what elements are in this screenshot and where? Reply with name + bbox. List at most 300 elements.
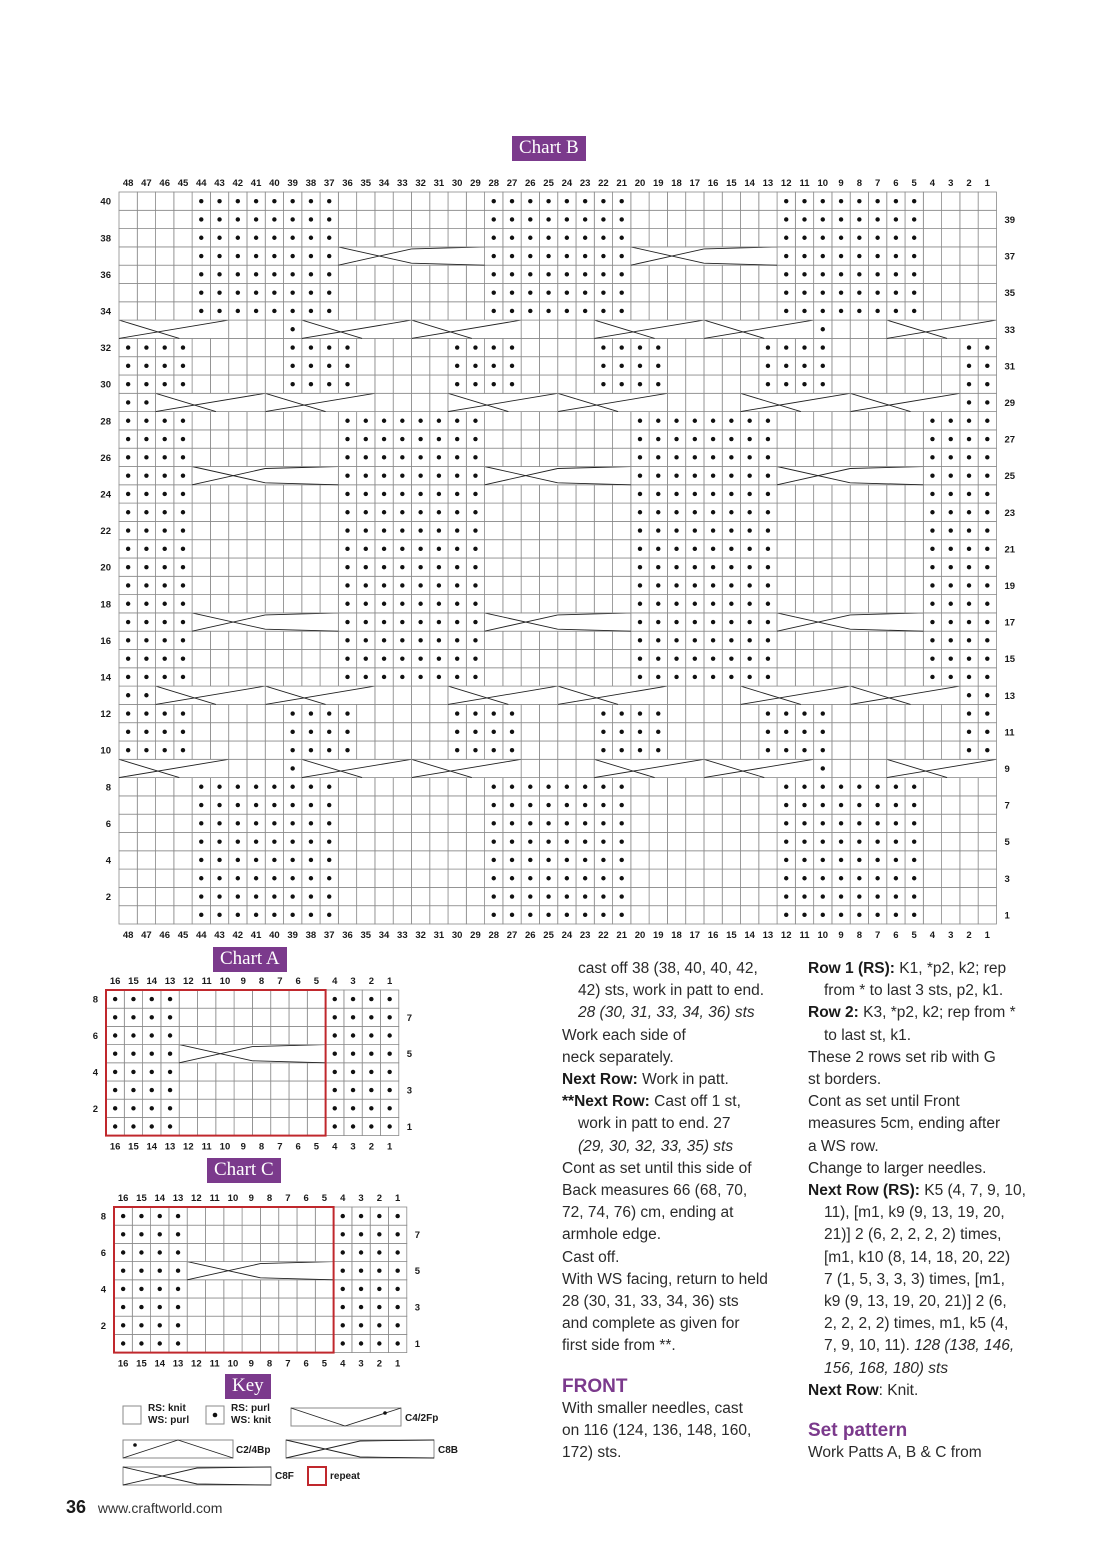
stitch-cell: [307, 1117, 325, 1135]
purl-dot: [369, 1106, 373, 1110]
purl-dot: [131, 1124, 135, 1128]
stitch-cell: [960, 869, 978, 887]
purl-dot: [747, 528, 751, 532]
stitch-cell: [905, 485, 923, 503]
stitch-cell: [539, 430, 557, 448]
purl-dot: [802, 272, 806, 276]
stitch-cell: [242, 1207, 260, 1225]
stitch-cell: [942, 338, 960, 356]
purl-dot: [364, 602, 368, 606]
stitch-cell: [814, 448, 832, 466]
stitch-cell: [320, 650, 338, 668]
purl-dot: [437, 656, 441, 660]
purl-dot: [492, 309, 496, 313]
purl-dot: [912, 894, 916, 898]
stitch-cell: [613, 485, 631, 503]
purl-dot: [766, 492, 770, 496]
stitch-cell: [850, 558, 868, 576]
purl-dot: [656, 730, 660, 734]
row-number: 5: [414, 1266, 421, 1278]
stitch-cell: [224, 1298, 242, 1316]
stitch-cell: [466, 906, 484, 924]
purl-dot: [418, 455, 422, 459]
stitch-cell: [179, 1008, 197, 1026]
stitch-cell: [284, 595, 302, 613]
stitch-cell: [832, 448, 850, 466]
stitch-cell: [247, 540, 265, 558]
purl-dot: [254, 821, 258, 825]
stitch-cell: [868, 723, 886, 741]
stitch-cell: [521, 430, 539, 448]
stitch-cell: [923, 796, 941, 814]
stitch-cell: [216, 1026, 234, 1044]
row-number: 37: [1004, 251, 1016, 263]
purl-dot: [236, 803, 240, 807]
purl-dot: [327, 730, 331, 734]
stitch-number: 47: [141, 178, 152, 189]
purl-dot: [601, 382, 605, 386]
stitch-cell: [795, 412, 813, 430]
stitch-cell: [297, 1298, 315, 1316]
stitch-cell: [279, 1207, 297, 1225]
stitch-number: 33: [397, 178, 408, 189]
purl-dot: [875, 272, 879, 276]
purl-dot: [656, 473, 660, 477]
purl-dot: [546, 290, 550, 294]
purl-dot: [400, 437, 404, 441]
purl-dot: [290, 766, 294, 770]
stitch-cell: [503, 485, 521, 503]
stitch-cell: [252, 1008, 270, 1026]
purl-dot: [144, 528, 148, 532]
stitch-cell: [759, 210, 777, 228]
stitch-cell: [686, 741, 704, 759]
purl-dot: [747, 547, 751, 551]
stitch-cell: [357, 192, 375, 210]
purl-dot: [839, 894, 843, 898]
purl-dot: [150, 1088, 154, 1092]
stitch-cell: [302, 448, 320, 466]
line-text: Cont as set until this side of: [562, 1159, 752, 1177]
stitch-cell: [174, 229, 192, 247]
stitch-cell: [210, 521, 228, 539]
line-text: 28 (30, 31, 33, 34, 36) sts: [578, 1004, 755, 1022]
purl-dot: [199, 894, 203, 898]
stitch-cell: [271, 1063, 289, 1081]
purl-dot: [620, 839, 624, 843]
stitch-cell: [832, 338, 850, 356]
purl-dot: [693, 419, 697, 423]
stitch-cell: [923, 851, 941, 869]
stitch-cell: [247, 668, 265, 686]
stitch-cell: [192, 704, 210, 722]
stitch-cell: [260, 1225, 278, 1243]
stitch-cell: [279, 1334, 297, 1352]
stitch-cell: [960, 778, 978, 796]
stitch-cell: [887, 631, 905, 649]
purl-dot: [131, 1106, 135, 1110]
stitch-cell: [430, 814, 448, 832]
row-number: 21: [1004, 544, 1016, 556]
stitch-cell: [179, 1117, 197, 1135]
stitch-cell: [777, 485, 795, 503]
purl-dot: [839, 785, 843, 789]
stitch-cell: [210, 668, 228, 686]
purl-dot: [437, 455, 441, 459]
purl-dot: [139, 1250, 143, 1254]
purl-dot: [693, 656, 697, 660]
stitch-cell: [229, 485, 247, 503]
stitch-cell: [832, 668, 850, 686]
stitch-cell: [686, 778, 704, 796]
stitch-cell: [832, 430, 850, 448]
purl-dot: [236, 309, 240, 313]
purl-dot: [113, 997, 117, 1001]
purl-dot: [985, 675, 989, 679]
purl-dot: [674, 528, 678, 532]
purl-dot: [985, 455, 989, 459]
stitch-number: 1: [395, 1193, 401, 1204]
purl-dot: [546, 839, 550, 843]
line-text: 7 (1, 5, 3, 3, 3) times, [m1,: [824, 1270, 1005, 1288]
stitch-cell: [722, 375, 740, 393]
purl-dot: [601, 821, 605, 825]
purl-dot: [181, 675, 185, 679]
stitch-cell: [704, 833, 722, 851]
stitch-cell: [411, 723, 429, 741]
stitch-cell: [234, 1099, 252, 1117]
stitch-cell: [206, 1298, 224, 1316]
stitch-cell: [942, 284, 960, 302]
cable-cell: [187, 1262, 333, 1280]
purl-dot: [601, 254, 605, 258]
stitch-cell: [411, 338, 429, 356]
stitch-cell: [156, 192, 174, 210]
stitch-cell: [741, 704, 759, 722]
purl-dot: [139, 1232, 143, 1236]
purl-dot: [351, 1088, 355, 1092]
stitch-cell: [795, 430, 813, 448]
stitch-cell: [229, 338, 247, 356]
key-c8b-label: C8B: [438, 1445, 459, 1456]
purl-dot: [121, 1232, 125, 1236]
purl-dot: [894, 803, 898, 807]
stitch-number: 32: [415, 930, 426, 941]
row-number: 10: [100, 745, 111, 757]
stitch-cell: [631, 906, 649, 924]
purl-dot: [638, 437, 642, 441]
purl-dot: [217, 254, 221, 258]
stitch-cell: [594, 521, 612, 539]
purl-dot: [437, 602, 441, 606]
purl-dot: [528, 839, 532, 843]
text-line: [562, 1180, 782, 1202]
text-line: [808, 1180, 1048, 1202]
purl-dot: [656, 492, 660, 496]
stitch-cell: [576, 631, 594, 649]
purl-dot: [784, 290, 788, 294]
purl-dot: [565, 858, 569, 862]
stitch-cell: [284, 668, 302, 686]
purl-dot: [327, 894, 331, 898]
stitch-cell: [192, 741, 210, 759]
purl-dot: [473, 364, 477, 368]
stitch-cell: [119, 814, 137, 832]
stitch-number: 8: [258, 976, 265, 987]
stitch-cell: [229, 704, 247, 722]
purl-dot: [327, 309, 331, 313]
purl-dot: [272, 821, 276, 825]
stitch-cell: [198, 1063, 216, 1081]
key-c42fp-symbol: [291, 1408, 401, 1426]
purl-dot: [382, 528, 386, 532]
stitch-cell: [539, 631, 557, 649]
purl-dot: [341, 1214, 345, 1218]
purl-dot: [176, 1323, 180, 1327]
purl-dot: [693, 510, 697, 514]
stitch-cell: [242, 1280, 260, 1298]
purl-dot: [839, 839, 843, 843]
purl-dot: [729, 656, 733, 660]
line-text: Cast off.: [562, 1248, 620, 1266]
stitch-cell: [393, 778, 411, 796]
text-line: [808, 1025, 1048, 1047]
stitch-cell: [631, 833, 649, 851]
purl-dot: [510, 711, 514, 715]
purl-dot: [656, 364, 660, 368]
purl-dot: [985, 638, 989, 642]
line-text: K3, *p2, k2; rep from *: [858, 1004, 1016, 1022]
purl-dot: [894, 858, 898, 862]
purl-dot: [163, 602, 167, 606]
stitch-cell: [224, 1225, 242, 1243]
stitch-cell: [375, 796, 393, 814]
stitch-cell: [832, 320, 850, 338]
purl-dot: [163, 675, 167, 679]
stitch-cell: [942, 778, 960, 796]
stitch-cell: [539, 704, 557, 722]
purl-dot: [985, 345, 989, 349]
purl-dot: [583, 254, 587, 258]
purl-dot: [437, 675, 441, 679]
stitch-cell: [174, 265, 192, 283]
stitch-cell: [558, 357, 576, 375]
stitch-cell: [722, 741, 740, 759]
stitch-cell: [229, 741, 247, 759]
stitch-cell: [229, 412, 247, 430]
stitch-number: 34: [378, 930, 390, 941]
purl-dot: [894, 272, 898, 276]
stitch-cell: [832, 650, 850, 668]
purl-dot: [528, 821, 532, 825]
purl-dot: [857, 199, 861, 203]
stitch-cell: [905, 558, 923, 576]
purl-dot: [565, 821, 569, 825]
stitch-cell: [375, 887, 393, 905]
purl-dot: [217, 236, 221, 240]
stitch-cell: [777, 650, 795, 668]
stitch-cell: [271, 1008, 289, 1026]
stitch-number: 11: [209, 1193, 220, 1204]
stitch-cell: [722, 393, 740, 411]
stitch-number: 29: [470, 930, 481, 941]
stitch-cell: [539, 595, 557, 613]
purl-dot: [351, 1052, 355, 1056]
purl-dot: [345, 437, 349, 441]
stitch-cell: [576, 759, 594, 777]
stitch-number: 13: [172, 1193, 184, 1204]
purl-dot: [181, 492, 185, 496]
purl-dot: [176, 1341, 180, 1345]
stitch-cell: [393, 210, 411, 228]
purl-dot: [309, 290, 313, 294]
purl-dot: [766, 638, 770, 642]
stitch-cell: [667, 796, 685, 814]
purl-dot: [656, 656, 660, 660]
row-number: 14: [100, 672, 111, 684]
text-line: [562, 1313, 782, 1335]
stitch-cell: [247, 558, 265, 576]
purl-dot: [290, 364, 294, 368]
purl-dot: [163, 455, 167, 459]
stitch-cell: [814, 650, 832, 668]
stitch-cell: [375, 741, 393, 759]
purl-dot: [565, 290, 569, 294]
stitch-cell: [741, 887, 759, 905]
text-line: [808, 980, 1048, 1002]
stitch-number: 19: [652, 178, 664, 189]
stitch-cell: [156, 814, 174, 832]
stitch-cell: [649, 210, 667, 228]
stitch-cell: [832, 576, 850, 594]
stitch-cell: [265, 485, 283, 503]
stitch-cell: [942, 375, 960, 393]
purl-dot: [638, 510, 642, 514]
purl-dot: [126, 675, 130, 679]
row-number: 35: [1004, 288, 1016, 300]
stitch-cell: [704, 210, 722, 228]
purl-dot: [711, 547, 715, 551]
purl-dot: [126, 602, 130, 606]
purl-dot: [144, 638, 148, 642]
purl-dot: [821, 748, 825, 752]
stitch-number: 14: [154, 1358, 166, 1370]
stitch-cell: [887, 650, 905, 668]
purl-dot: [711, 620, 715, 624]
stitch-cell: [393, 265, 411, 283]
purl-dot: [546, 236, 550, 240]
purl-dot: [821, 236, 825, 240]
purl-dot: [693, 602, 697, 606]
row-number: 8: [105, 782, 111, 794]
stitch-number: 13: [762, 178, 774, 189]
stitch-cell: [137, 906, 155, 924]
stitch-cell: [942, 906, 960, 924]
stitch-cell: [649, 796, 667, 814]
purl-dot: [473, 656, 477, 660]
purl-dot: [144, 364, 148, 368]
purl-dot: [985, 400, 989, 404]
stitch-number: 30: [451, 930, 463, 941]
stitch-number: 16: [117, 1358, 129, 1370]
purl-dot: [163, 656, 167, 660]
stitch-cell: [430, 741, 448, 759]
stitch-cell: [315, 1207, 333, 1225]
purl-dot: [327, 382, 331, 386]
purl-dot: [565, 876, 569, 880]
purl-dot: [176, 1305, 180, 1309]
purl-dot: [364, 656, 368, 660]
purl-dot: [747, 473, 751, 477]
stitch-cell: [667, 704, 685, 722]
stitch-number: 22: [598, 178, 609, 189]
purl-dot: [766, 382, 770, 386]
stitch-cell: [613, 412, 631, 430]
purl-dot: [729, 638, 733, 642]
stitch-cell: [284, 503, 302, 521]
cable-cell: [777, 467, 923, 485]
purl-dot: [528, 858, 532, 862]
stitch-cell: [206, 1207, 224, 1225]
purl-dot: [351, 1124, 355, 1128]
purl-dot: [967, 656, 971, 660]
purl-dot: [510, 821, 514, 825]
stitch-cell: [430, 229, 448, 247]
stitch-cell: [868, 668, 886, 686]
row-number: 31: [1004, 361, 1016, 373]
purl-dot: [802, 217, 806, 221]
purl-dot: [181, 638, 185, 642]
purl-dot: [382, 455, 386, 459]
stitch-cell: [265, 448, 283, 466]
stitch-cell: [192, 485, 210, 503]
stitch-cell: [210, 650, 228, 668]
purl-dot: [309, 894, 313, 898]
stitch-number: 4: [929, 930, 936, 941]
stitch-cell: [576, 357, 594, 375]
purl-dot: [236, 272, 240, 276]
stitch-cell: [375, 338, 393, 356]
stitch-cell: [704, 284, 722, 302]
stitch-cell: [887, 357, 905, 375]
text-line: [562, 1025, 782, 1047]
stitch-number: 40: [269, 930, 280, 941]
stitch-number: 1: [387, 1141, 393, 1153]
stitch-cell: [119, 229, 137, 247]
purl-dot: [341, 1341, 345, 1345]
purl-dot: [473, 437, 477, 441]
line-text: Cast off 1 st,: [649, 1093, 741, 1111]
stitch-cell: [302, 521, 320, 539]
stitch-cell: [192, 558, 210, 576]
purl-dot: [345, 419, 349, 423]
purl-dot: [711, 528, 715, 532]
purl-dot: [236, 858, 240, 862]
purl-dot: [139, 1323, 143, 1327]
purl-dot: [359, 1214, 363, 1218]
stitch-cell: [411, 210, 429, 228]
purl-dot: [857, 803, 861, 807]
purl-dot: [583, 876, 587, 880]
purl-dot: [290, 913, 294, 917]
purl-dot: [181, 620, 185, 624]
purl-dot: [163, 382, 167, 386]
purl-dot: [144, 730, 148, 734]
purl-dot: [784, 858, 788, 862]
stitch-cell: [466, 869, 484, 887]
stitch-cell: [686, 906, 704, 924]
purl-dot: [492, 364, 496, 368]
